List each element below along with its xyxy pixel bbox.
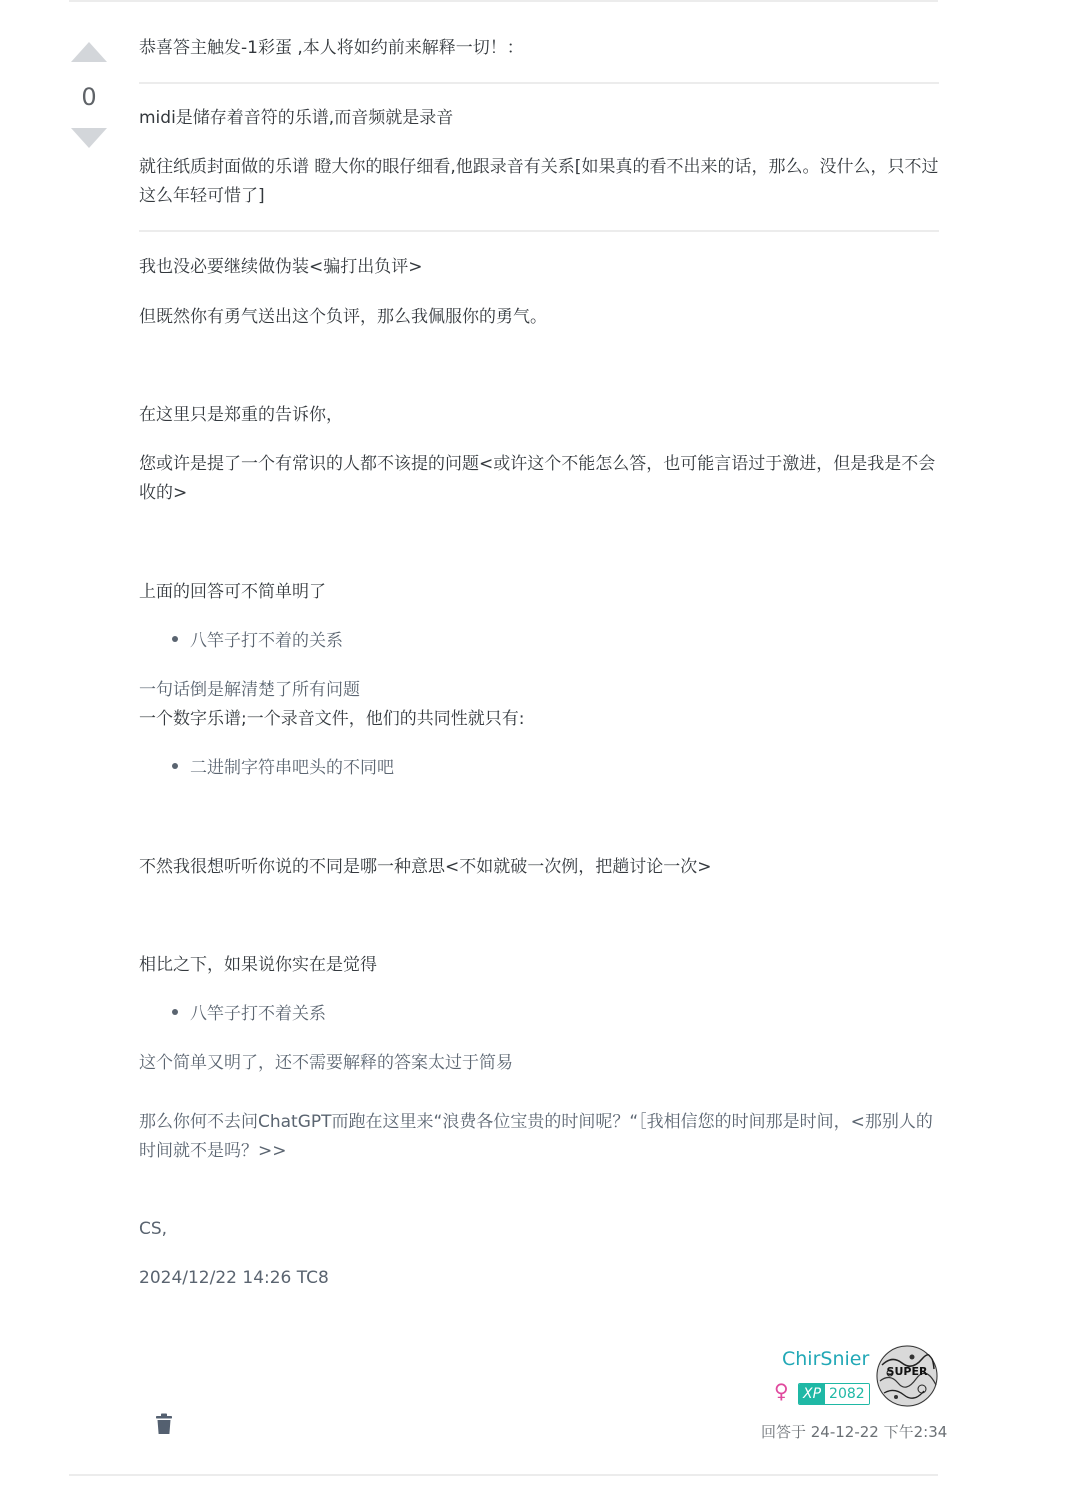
list-item: 二进制字符串吧头的不同吧 xyxy=(172,754,394,783)
intro-text: 恭喜答主触发-1彩蛋 ,本人将如约前来解释一切！： xyxy=(139,38,524,58)
top-divider xyxy=(69,0,938,2)
paragraph: 这个简单又明了，还不需要解释的答案太过于简易 xyxy=(139,1053,513,1073)
downvote-arrow-icon[interactable] xyxy=(71,128,107,148)
section-divider xyxy=(139,82,939,84)
vote-count: 0 xyxy=(81,83,97,111)
vote-widget xyxy=(70,42,108,148)
xp-label: XP xyxy=(799,1384,825,1404)
avatar-image xyxy=(876,1345,938,1407)
author-name[interactable]: ChirSnier xyxy=(782,1348,870,1370)
list-item: 八竿子打不着关系 xyxy=(172,1000,326,1029)
paragraph: 一句话倒是解清楚了所有问题 xyxy=(139,680,360,700)
paragraph: 相比之下，如果说你实在是觉得 xyxy=(139,955,377,975)
answered-timestamp: 回答于 24-12-22 下午2:34 xyxy=(761,1423,948,1441)
upvote-arrow-icon[interactable] xyxy=(71,42,107,62)
signature: CS, xyxy=(139,1219,168,1239)
female-icon: ♀ xyxy=(774,1379,789,1403)
paragraph: 上面的回答可不简单明了 xyxy=(139,582,326,602)
delete-icon[interactable] xyxy=(155,1413,173,1435)
paragraph: 但既然你有勇气送出这个负评，那么我佩服你的勇气。 xyxy=(139,307,547,327)
section-divider xyxy=(139,230,939,232)
paragraph: 就往纸质封面做的乐谱 瞪大你的眼仔细看,他跟录音有关系[如果真的看不出来的话，那么。没什么，只不过这么年轻可惜了] xyxy=(139,157,939,206)
paragraph: 在这里只是郑重的告诉你， xyxy=(139,405,343,425)
bullet-icon xyxy=(172,636,178,642)
paragraph: 一个数字乐谱;一个录音文件，他们的共同性就只有: xyxy=(139,709,525,729)
bottom-divider xyxy=(69,1474,938,1476)
paragraph: 不然我很想听听你说的不同是哪一种意思<不如就破一次例，把趟讨论一次> xyxy=(139,857,712,877)
paragraph: midi是储存着音符的乐谱,而音频就是录音 xyxy=(139,108,454,128)
list-item: 八竿子打不着的关系 xyxy=(172,627,343,656)
bullet-icon xyxy=(172,763,178,769)
paragraph: 那么你何不去问ChatGPT而跑在这里来“浪费各位宝贵的时间呢？“［我相信您的时间那是时间，<那别人的时间就不是吗？>> xyxy=(139,1112,933,1161)
post-date: 2024/12/22 14:26 TC8 xyxy=(139,1268,329,1288)
bullet-icon xyxy=(172,1009,178,1015)
avatar-text: SUPER xyxy=(886,1365,928,1378)
paragraph: 您或许是提了一个有常识的人都不该提的问题<或许这个不能怎么答，也可能言语过于激进，但是我是不会收的> xyxy=(139,454,936,503)
paragraph: 我也没必要继续做伪装<骗打出负评> xyxy=(139,257,423,277)
avatar[interactable] xyxy=(876,1345,938,1407)
xp-badge xyxy=(798,1383,870,1405)
xp-value: 2082 xyxy=(825,1384,869,1404)
